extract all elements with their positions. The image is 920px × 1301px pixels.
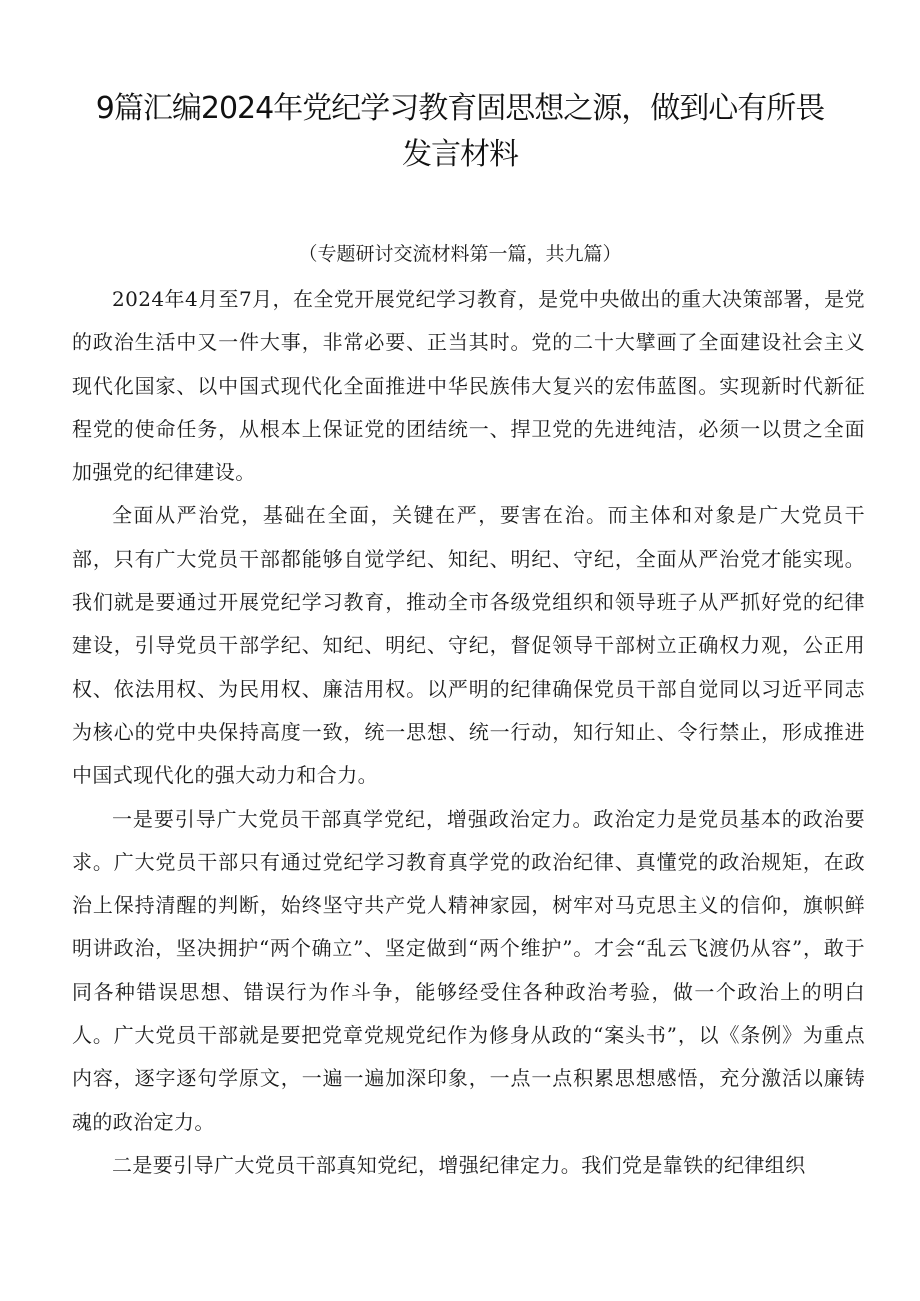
paragraph-point-two: 二是要引导广大党员干部真知党纪，增强纪律定力。我们党是靠铁的纪律组织 [112, 1152, 806, 1177]
paragraph-point-one: 一是要引导广大党员干部真学党纪，增强政治定力。政治定力是党员基本的政治要求。广大党员干部只有通过党纪学习教育真学党的政治纪律、真懂党的政治规矩，在政治上保持清醒的判断，始终坚守共产党人精神家园，树牢对马克思主义的信仰，旗帜鲜明讲政治，坚决拥护“两个确立”、坚定做到“两个维护”。才会“乱云飞渡仍从容”，敢于同各种错误思想、错误行为作斗争，能够经受住各种政治考验，做一个政治上的明白人。广大党员干部就是要把党章党规党纪作为修身从政的“案头书”，以《条例》为重点内容，逐字逐句学原文，一遍一遍加深印象，一点一点积累思想感悟，充分激活以廉铸魂的政治定力。 [72, 806, 865, 1134]
document-subtitle: （专题研讨交流材料第一篇，共九篇） [298, 243, 622, 265]
paragraph-strict-governance: 全面从严治党，基础在全面，关键在严，要害在治。而主体和对象是广大党员干部，只有广大党员干部都能够自觉学纪、知纪、明纪、守纪，全面从严治党才能实现。我们就是要通过开展党纪学习教育，推动全市各级党组织和领导班子从严抓好党的纪律建设，引导党员干部学纪、知纪、明纪、守纪，督促领导干部树立正确权力观，公正用权、依法用权、为民用权、廉洁用权。以严明的纪律确保党员干部自觉同以习近平同志为核心的党中央保持高度一致，统一思想、统一行动，知行知止、令行禁止，形成推进中国式现代化的强大动力和合力。 [72, 503, 865, 788]
document-title: 9篇汇编2024年党纪学习教育固思想之源，做到心有所畏发言材料 [95, 91, 825, 172]
document-body [72, 278, 865, 1187]
paragraph-intro: 2024年4月至7月，在全党开展党纪学习教育，是党中央做出的重大决策部署，是党的政治生活中又一件大事，非常必要、正当其时。党的二十大擘画了全面建设社会主义现代化国家、以中国式现代化全面推进中华民族伟大复兴的宏伟蓝图。实现新时代新征程党的使命任务，从根本上保证党的团结统一、捍卫党的先进纯洁，必须一以贯之全面加强党的纪律建设。 [72, 287, 865, 485]
